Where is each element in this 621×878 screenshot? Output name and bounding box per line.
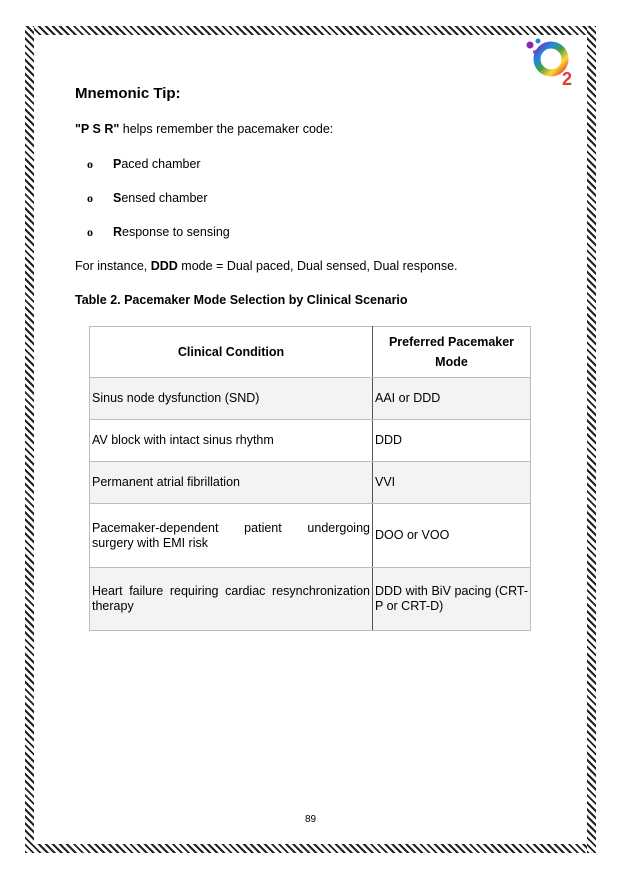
bullet-text: aced chamber — [121, 157, 201, 171]
example-mode: DDD — [150, 259, 178, 273]
table-row — [90, 462, 531, 504]
o2-logo-icon — [524, 37, 580, 89]
table-row — [90, 378, 531, 420]
page-number: 89 — [304, 814, 317, 825]
table-row — [90, 420, 531, 462]
intro-text: helps remember the pacemaker code: — [119, 122, 334, 136]
table-cell: Permanent atrial fibrillation — [90, 462, 373, 504]
border-top — [25, 26, 596, 35]
table-cell: Sinus node dysfunction (SND) — [90, 378, 373, 420]
header-cell: Preferred Pacemaker Mode — [373, 327, 531, 378]
header-cell: Clinical Condition — [90, 327, 373, 378]
table-header-row — [90, 327, 531, 378]
border-right — [587, 26, 596, 853]
table-cell: VVI — [373, 462, 531, 504]
bullet-text: esponse to sensing — [122, 225, 230, 239]
table-cell: AAI or DDD — [373, 378, 531, 420]
border-left — [25, 26, 34, 853]
table-cell: DDD — [373, 420, 531, 462]
table-cell: Pacemaker-dependent patient undergoing surgery with EMI risk — [90, 504, 373, 568]
bullet-item — [87, 157, 201, 172]
example-text-post: mode = Dual paced, Dual sensed, Dual response. — [177, 259, 458, 273]
bullet-initial: P — [113, 157, 122, 171]
table-cell: DOO or VOO — [373, 504, 531, 568]
example-text-pre: For instance, — [75, 259, 151, 273]
bullet-item — [87, 191, 208, 206]
bullet-marker: o — [87, 191, 93, 205]
section-heading: Mnemonic Tip: — [75, 85, 181, 102]
table-cell: AV block with intact sinus rhythm — [90, 420, 373, 462]
table-row — [90, 504, 531, 568]
pacemaker-mode-table — [89, 326, 531, 631]
bullet-item — [87, 225, 230, 240]
table-cell: Heart failure requiring cardiac resynchronization therapy — [90, 568, 373, 631]
bullet-text: ensed chamber — [121, 191, 208, 205]
logo-subscript: 2 — [562, 69, 573, 89]
bullet-initial: R — [113, 225, 123, 239]
border-bottom — [25, 844, 596, 853]
table-row — [90, 568, 531, 631]
table-cell: DDD with BiV pacing (CRT-P or CRT-D) — [373, 568, 531, 631]
example-paragraph — [75, 259, 458, 273]
intro-paragraph — [75, 122, 333, 136]
bullet-marker: o — [87, 225, 93, 239]
bullet-initial: S — [113, 191, 122, 205]
bullet-marker: o — [87, 157, 93, 171]
table-title: Table 2. Pacemaker Mode Selection by Clinical Scenario — [75, 293, 408, 307]
mnemonic-text: "P S R" — [75, 122, 120, 136]
